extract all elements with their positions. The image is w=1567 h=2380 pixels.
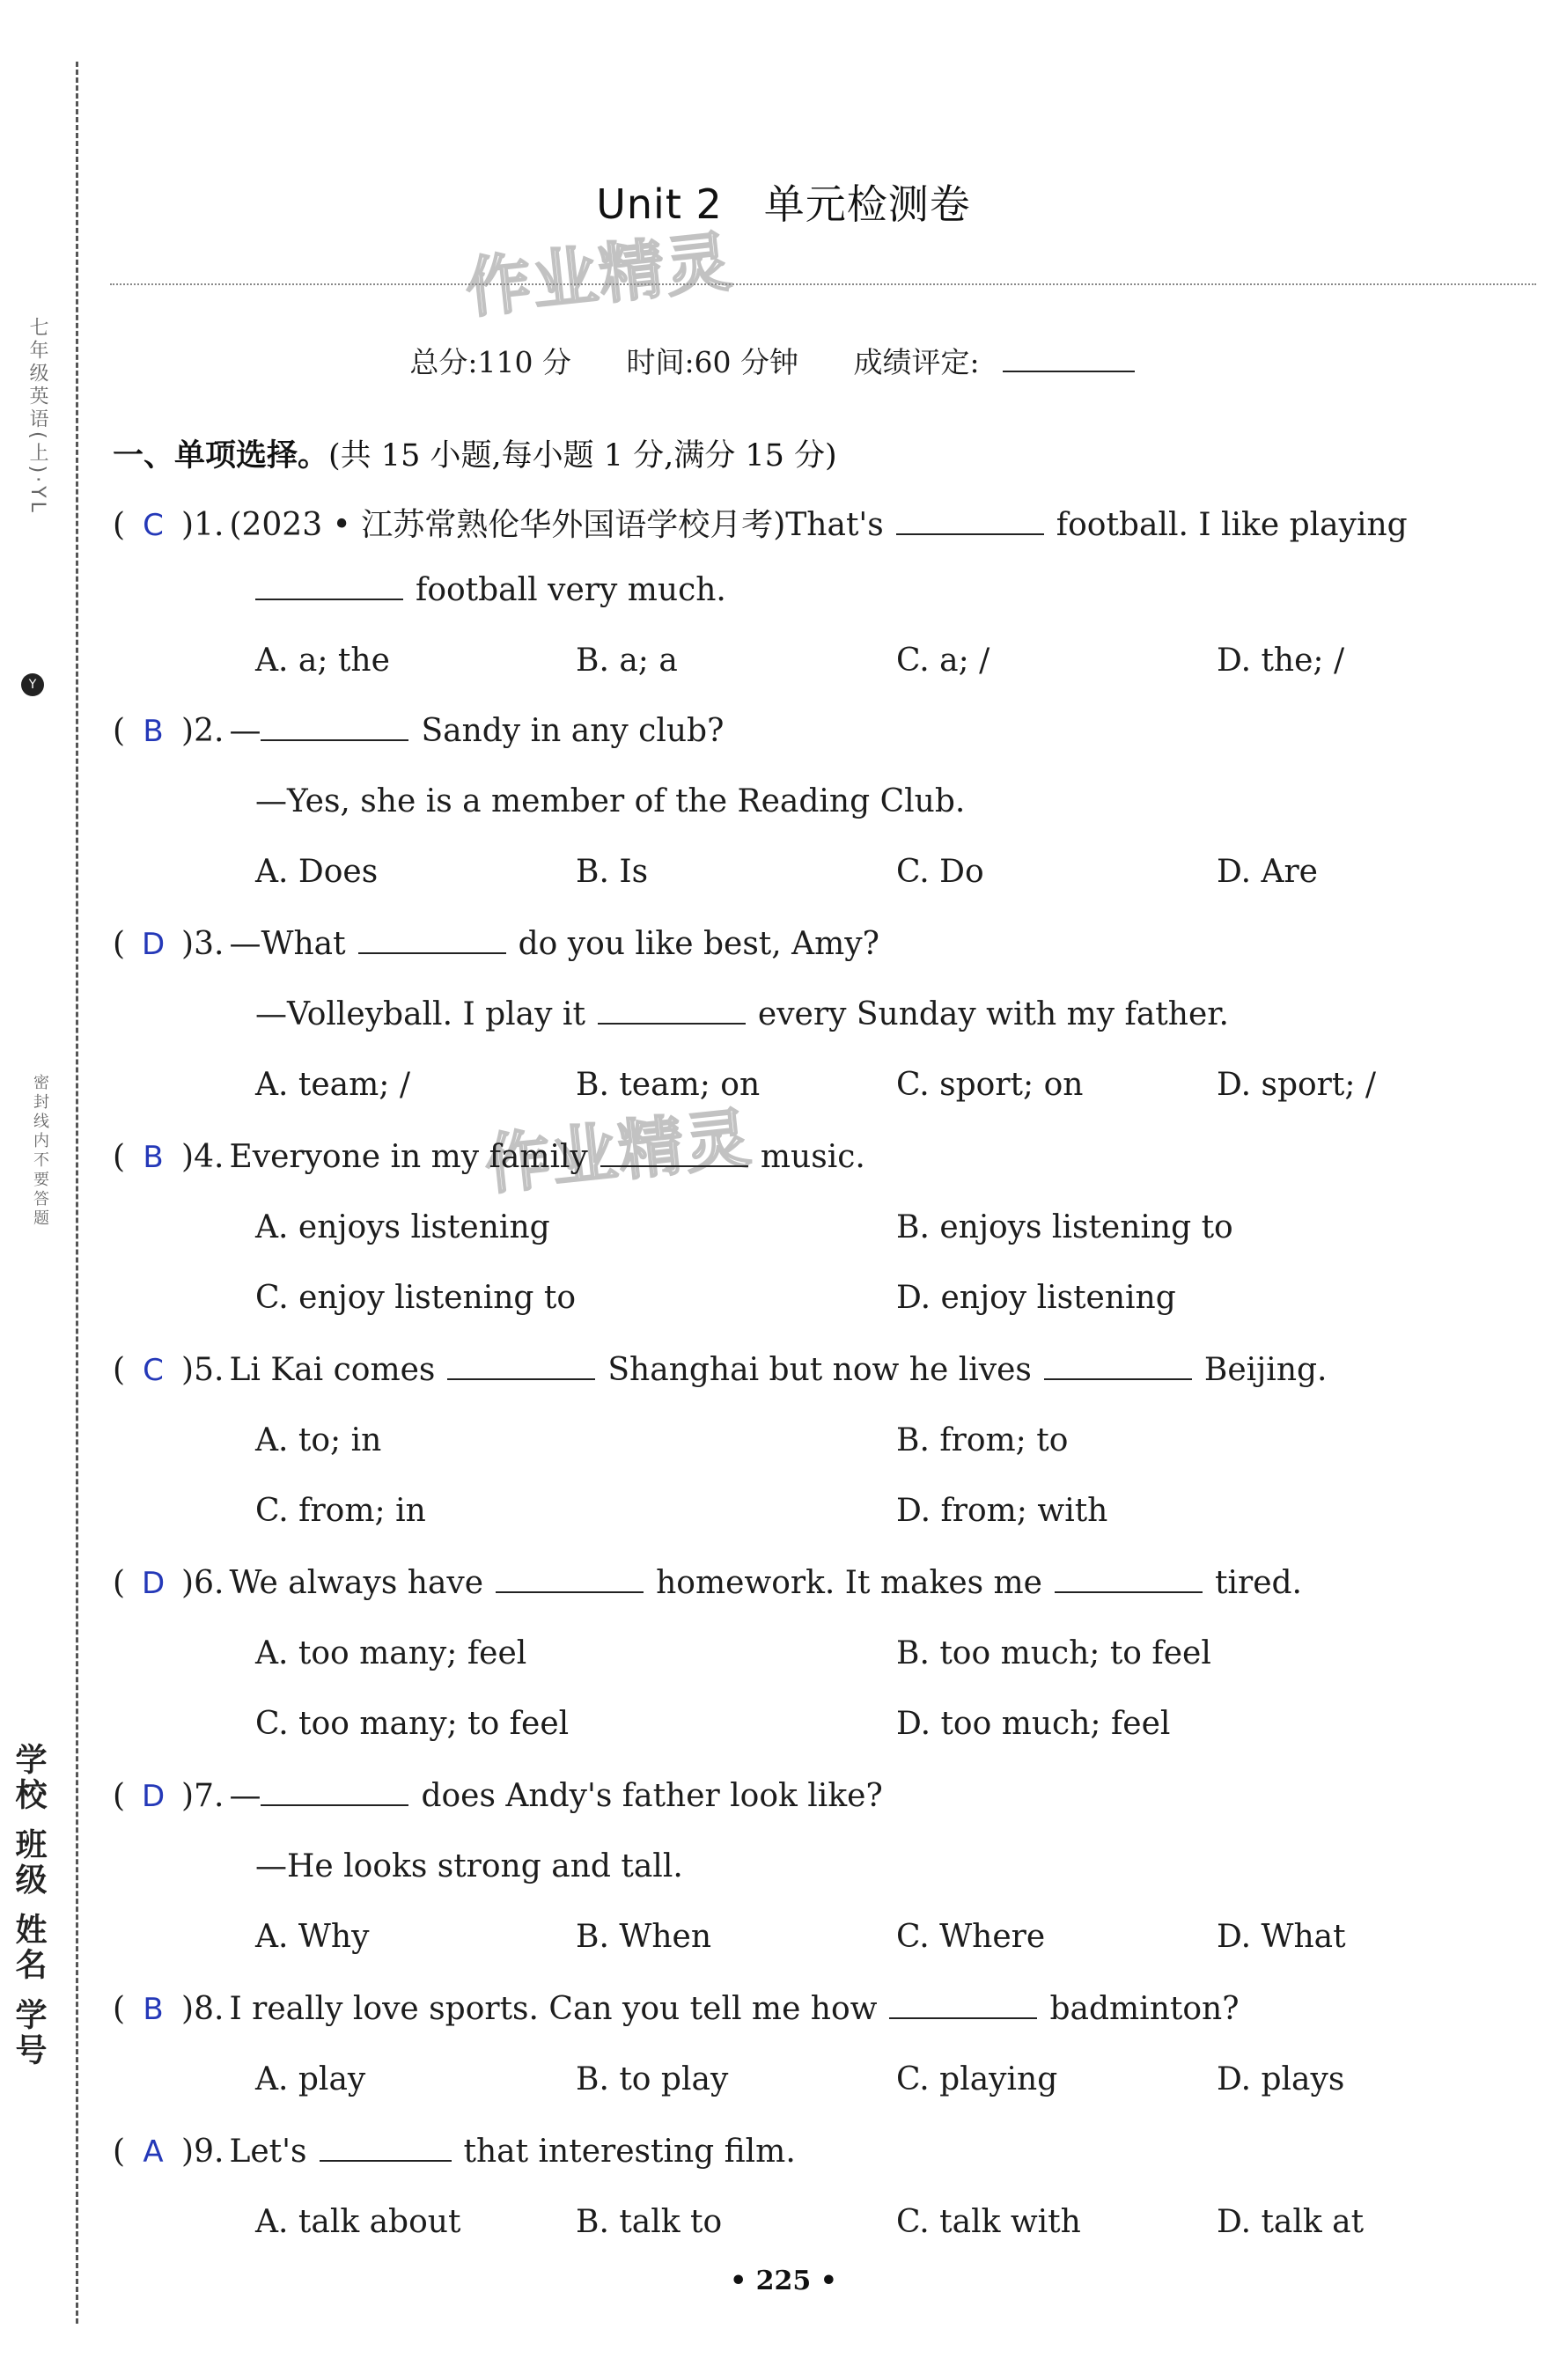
answer-mark[interactable]: D [141, 927, 166, 962]
watermark: 作业精灵 [481, 1100, 756, 1204]
option-a[interactable]: A. team; / [255, 1067, 410, 1103]
question-3-reply: —Volleyball. I play it every Sunday with my father. [255, 996, 1229, 1032]
question-9: ( A )9. Let's that interesting film. [113, 2134, 796, 2170]
option-c[interactable]: C. Do [896, 854, 984, 890]
answer-blank[interactable] [600, 1139, 748, 1167]
answer-blank[interactable] [447, 1352, 595, 1380]
option-d[interactable]: D. Are [1217, 854, 1318, 890]
answer-blank[interactable] [320, 2134, 452, 2162]
answer-blank[interactable] [261, 713, 408, 741]
publisher-logo-icon: Y [21, 673, 44, 696]
option-c[interactable]: C. sport; on [896, 1067, 1084, 1103]
time-limit: 时间:60 分钟 [626, 345, 799, 379]
answer-blank[interactable] [896, 507, 1044, 535]
option-a[interactable]: A. enjoys listening [255, 1209, 550, 1245]
option-b[interactable]: B. talk to [576, 2204, 723, 2240]
page-title: Unit 2 单元检测卷 [596, 180, 971, 228]
answer-mark[interactable]: C [143, 508, 164, 543]
answer-blank[interactable] [1055, 1565, 1203, 1593]
option-c[interactable]: C. playing [896, 2061, 1058, 2097]
question-1: ( C )1. (2023 • 江苏常熟伦华外国语学校月考)That's football. I like playing [113, 507, 1408, 543]
question-2: ( B )2. — Sandy in any club? [113, 713, 725, 749]
option-a[interactable]: A. play [255, 2061, 366, 2097]
question-8: ( B )8. I really love sports. Can you tell me how badminton? [113, 1991, 1240, 2027]
option-a[interactable]: A. to; in [255, 1422, 382, 1458]
option-d[interactable]: D. sport; / [1217, 1067, 1377, 1103]
option-d[interactable]: D. from; with [896, 1493, 1108, 1529]
rating [854, 345, 1158, 379]
watermark: 作业精灵 [461, 224, 737, 327]
option-a[interactable]: A. Why [255, 1919, 370, 1955]
question-2-reply: —Yes, she is a member of the Reading Club. [255, 783, 966, 819]
option-b[interactable]: B. a; a [576, 643, 678, 679]
score-info [0, 340, 1567, 381]
option-c[interactable]: C. from; in [255, 1493, 426, 1529]
side-book-label: 七年级英语(上)·YL [26, 317, 48, 516]
answer-blank[interactable] [598, 996, 746, 1025]
question-7: ( D )7. — does Andy's father look like? [113, 1778, 883, 1814]
section-heading-bold: 一、单项选择。 [113, 438, 329, 474]
side-seal-notice: 密封线内不要答题 [31, 1074, 49, 1229]
section-heading-detail: (共 15 小题,每小题 1 分,满分 15 分) [328, 438, 837, 474]
question-6: ( D )6. We always have homework. It makes me tired. [113, 1565, 1302, 1601]
option-a[interactable]: A. a; the [255, 643, 390, 679]
title-divider [110, 283, 1536, 285]
question-5: ( C )5. Li Kai comes Shanghai but now he lives Beijing. [113, 1352, 1328, 1388]
answer-blank[interactable] [255, 572, 403, 600]
option-a[interactable]: A. Does [255, 854, 379, 890]
option-c[interactable]: C. a; / [896, 643, 990, 679]
answer-blank[interactable] [358, 926, 506, 954]
section-heading [113, 431, 837, 475]
answer-blank[interactable] [261, 1778, 408, 1806]
question-4: ( B )4. Everyone in my family music. [113, 1139, 865, 1175]
option-d[interactable]: D. too much; feel [896, 1706, 1171, 1742]
answer-blank[interactable] [889, 1991, 1037, 2019]
total-score: 总分:110 分 [409, 345, 571, 379]
option-d[interactable]: D. the; / [1217, 643, 1345, 679]
option-c[interactable]: C. talk with [896, 2204, 1081, 2240]
option-a[interactable]: A. talk about [255, 2204, 461, 2240]
option-d[interactable]: D. plays [1217, 2061, 1345, 2097]
answer-mark[interactable]: B [143, 1992, 164, 2027]
option-c[interactable]: C. enjoy listening to [255, 1280, 577, 1316]
answer-mark[interactable]: C [143, 1353, 164, 1388]
option-d[interactable]: D. talk at [1217, 2204, 1365, 2240]
rating-label: 成绩评定: [853, 345, 980, 379]
option-b[interactable]: B. Is [576, 854, 649, 890]
answer-mark[interactable]: D [141, 1779, 166, 1814]
question-3: ( D )3. —What do you like best, Amy? [113, 926, 879, 962]
side-student-info: 学校 班级 姓名 学号 [11, 1743, 47, 2068]
option-b[interactable]: B. enjoys listening to [896, 1209, 1233, 1245]
option-d[interactable]: D. What [1217, 1919, 1346, 1955]
option-b[interactable]: B. When [576, 1919, 712, 1955]
option-b[interactable]: B. too much; to feel [896, 1635, 1211, 1671]
option-b[interactable]: B. from; to [896, 1422, 1069, 1458]
answer-mark[interactable]: B [143, 714, 164, 749]
option-b[interactable]: B. team; on [576, 1067, 761, 1103]
binding-dashed-line [76, 62, 78, 2324]
option-c[interactable]: C. too many; to feel [255, 1706, 570, 1742]
option-a[interactable]: A. too many; feel [255, 1635, 527, 1671]
answer-blank[interactable] [1044, 1352, 1192, 1380]
question-7-reply: —He looks strong and tall. [255, 1848, 683, 1884]
option-b[interactable]: B. to play [576, 2061, 729, 2097]
answer-blank[interactable] [496, 1565, 644, 1593]
question-1-continued: football very much. [255, 572, 726, 608]
option-c[interactable]: C. Where [896, 1919, 1046, 1955]
binding-margin [11, 317, 51, 2077]
answer-mark[interactable]: A [143, 2134, 164, 2170]
option-d[interactable]: D. enjoy listening [896, 1280, 1176, 1316]
answer-mark[interactable]: D [141, 1566, 166, 1601]
rating-blank[interactable] [1003, 346, 1135, 372]
page-number: • 225 • [730, 2266, 837, 2296]
answer-mark[interactable]: B [143, 1140, 164, 1175]
